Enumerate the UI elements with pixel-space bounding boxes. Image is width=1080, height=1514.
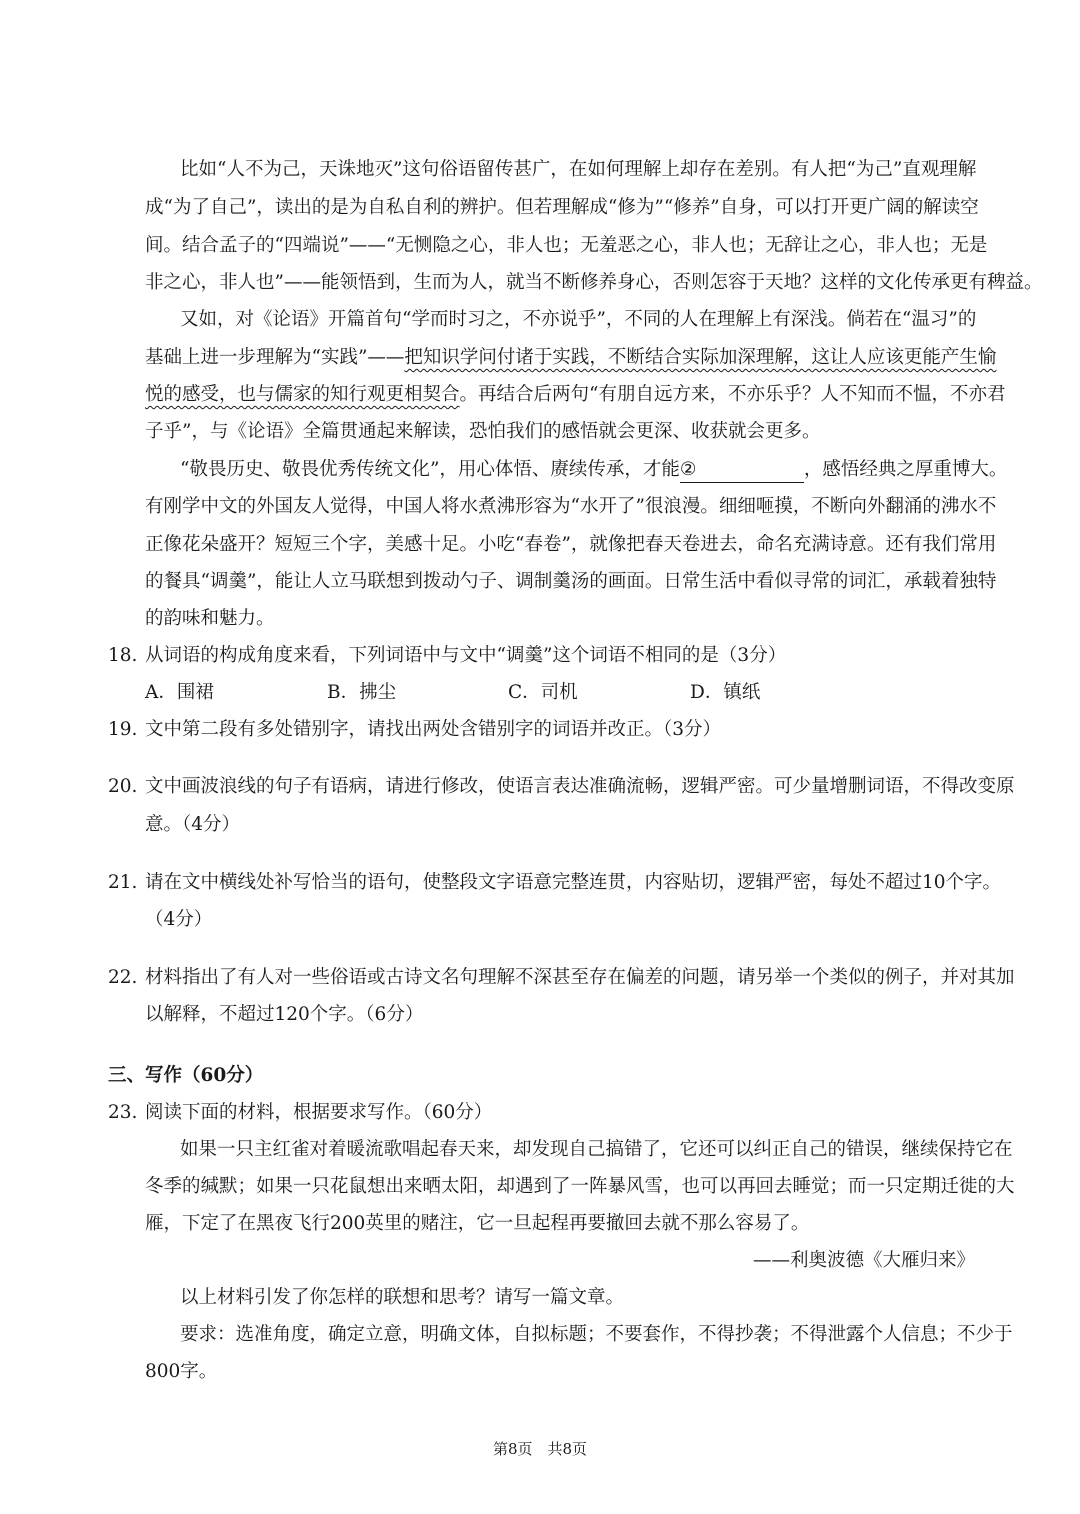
page-footer: 第8页 共8页 bbox=[492, 1440, 588, 1458]
question-22-line-2: 以解释，不超过120个字。（6分） bbox=[145, 1004, 424, 1025]
passage-p3-line-1-b: ，感悟经典之厚重博大。 bbox=[803, 459, 1008, 480]
passage-p3-line-3: 正像花朵盛开？短短三个字，美感十足。小吃“春卷”，就像把春天卷进去，命名充满诗意。还有我们常用 bbox=[145, 534, 997, 555]
passage-p2-line-3 bbox=[145, 380, 1006, 410]
question-21-line-2: （4分） bbox=[145, 909, 213, 930]
passage-p2-line-1: 又如，对《论语》开篇首句“学而时习之，不亦说乎”，不同的人在理解上有深浅。倘若在“温习”的 bbox=[180, 309, 977, 330]
passage-p1-line-2: 成“为了自己”，读出的是为自私自利的辨护。但若理解成“修为”“修养”自身，可以打开更广阔的解读空 bbox=[145, 197, 979, 218]
passage-p3-line-2: 有刚学中文的外国友人觉得，中国人将水煮沸形容为“水开了”很浪漫。细细咂摸，不断向外翻涌的沸水不 bbox=[145, 496, 997, 517]
question-23-number: 23. bbox=[108, 1102, 138, 1123]
passage-p2-line-2 bbox=[145, 343, 997, 373]
passage-p3-line-1-a: “敬畏历史、敬畏优秀传统文化”，用心体悟、赓续传承，才能 bbox=[180, 459, 680, 480]
wavy-underlined-sentence-end: 悦的感受，也与儒家的知行观更相契合 bbox=[145, 384, 460, 405]
writing-requirements-line-1: 要求：选准角度，确定立意，明确文体，自拟标题；不要套作，不得抄袭；不得泄露个人信息；不少于 bbox=[180, 1324, 1013, 1345]
passage-p1-line-3: 间。结合孟子的“四端说”——“无恻隐之心，非人也；无羞恶之心，非人也；无辞让之心，非人也；无是 bbox=[145, 235, 988, 256]
section-title-writing: 三、写作（60分） bbox=[108, 1065, 264, 1086]
question-18-option-d: D．镇纸 bbox=[690, 682, 761, 703]
material-source: ——利奥波德《大雁归来》 bbox=[752, 1250, 975, 1271]
question-18-option-c: C．司机 bbox=[508, 682, 578, 703]
material-line-3: 雁，下定了在黑夜飞行200英里的赌注，它一旦起程再要撤回去就不那么容易了。 bbox=[145, 1213, 810, 1234]
question-22-line-1: 材料指出了有人对一些俗语或古诗文名句理解不深甚至存在偏差的问题，请另举一个类似的例子，并对其加 bbox=[145, 967, 1015, 988]
material-line-2: 冬季的缄默；如果一只花鼠想出来晒太阳，却遇到了一阵暴风雪，也可以再回去睡觉；而一只定期迁徙的大 bbox=[145, 1176, 1015, 1197]
question-22-number: 22. bbox=[108, 967, 138, 988]
passage-p2-line-2-plain: 基础上进一步理解为“实践”—— bbox=[145, 347, 405, 368]
passage-p2-line-4: 子乎”，与《论语》全篇贯通起来解读，恐怕我们的感悟就会更深、收获就会更多。 bbox=[145, 421, 821, 442]
passage-p3-line-4: 的餐具“调羹”，能让人立马联想到拨动勺子、调制羹汤的画面。日常生活中看似寻常的词汇，承载着独特 bbox=[145, 571, 997, 592]
question-20-line-1: 文中画波浪线的句子有语病，请进行修改，使语言表达准确流畅，逻辑严密。可少量增删词语，不得改变原 bbox=[145, 776, 1015, 797]
question-23-text: 阅读下面的材料，根据要求写作。（60分） bbox=[145, 1102, 493, 1123]
passage-p3-line-1 bbox=[180, 455, 1008, 485]
question-19-number: 19. bbox=[108, 719, 138, 740]
passage-p1-line-4: 非之心，非人也”——能领悟到，生而为人，就当不断修养身心，否则怎容于天地？这样的文化传承更有稗益。 bbox=[145, 272, 1043, 293]
question-21-number: 21. bbox=[108, 872, 138, 893]
question-18-option-b: B．拂尘 bbox=[327, 682, 397, 703]
writing-requirements-line-2: 800字。 bbox=[145, 1361, 218, 1382]
passage-p3-line-5: 的韵味和魅力。 bbox=[145, 608, 275, 629]
question-18-text: 从词语的构成角度来看，下列词语中与文中“调羹”这个词语不相同的是（3分） bbox=[145, 645, 787, 666]
question-20-number: 20. bbox=[108, 776, 138, 797]
material-line-1: 如果一只主红雀对着暖流歌唱起春天来，却发现自己搞错了，它还可以纠正自己的错误，继续保持它在 bbox=[180, 1139, 1013, 1160]
fill-blank-2: ② bbox=[680, 458, 804, 483]
question-20-line-2: 意。（4分） bbox=[145, 814, 241, 835]
question-18-option-a: A．围裙 bbox=[145, 682, 214, 703]
passage-p2-line-3-plain: 。再结合后两句“有朋自远方来，不亦乐乎？人不知而不愠，不亦君 bbox=[459, 384, 1006, 405]
writing-prompt: 以上材料引发了你怎样的联想和思考？请写一篇文章。 bbox=[180, 1287, 625, 1308]
question-18-number: 18. bbox=[108, 645, 138, 666]
question-19-text: 文中第二段有多处错别字，请找出两处含错别字的词语并改正。（3分） bbox=[145, 719, 722, 740]
passage-p1-line-1: 比如“人不为己，天诛地灭”这句俗语留传甚广，在如何理解上却存在差别。有人把“为己”直观理解 bbox=[180, 159, 977, 180]
wavy-underlined-sentence: 把知识学问付诸于实践，不断结合实际加深理解，这让人应该更能产生愉 bbox=[404, 347, 997, 368]
question-21-line-1: 请在文中横线处补写恰当的语句，使整段文字语意完整连贯，内容贴切，逻辑严密，每处不超过10个字。 bbox=[145, 872, 1002, 893]
